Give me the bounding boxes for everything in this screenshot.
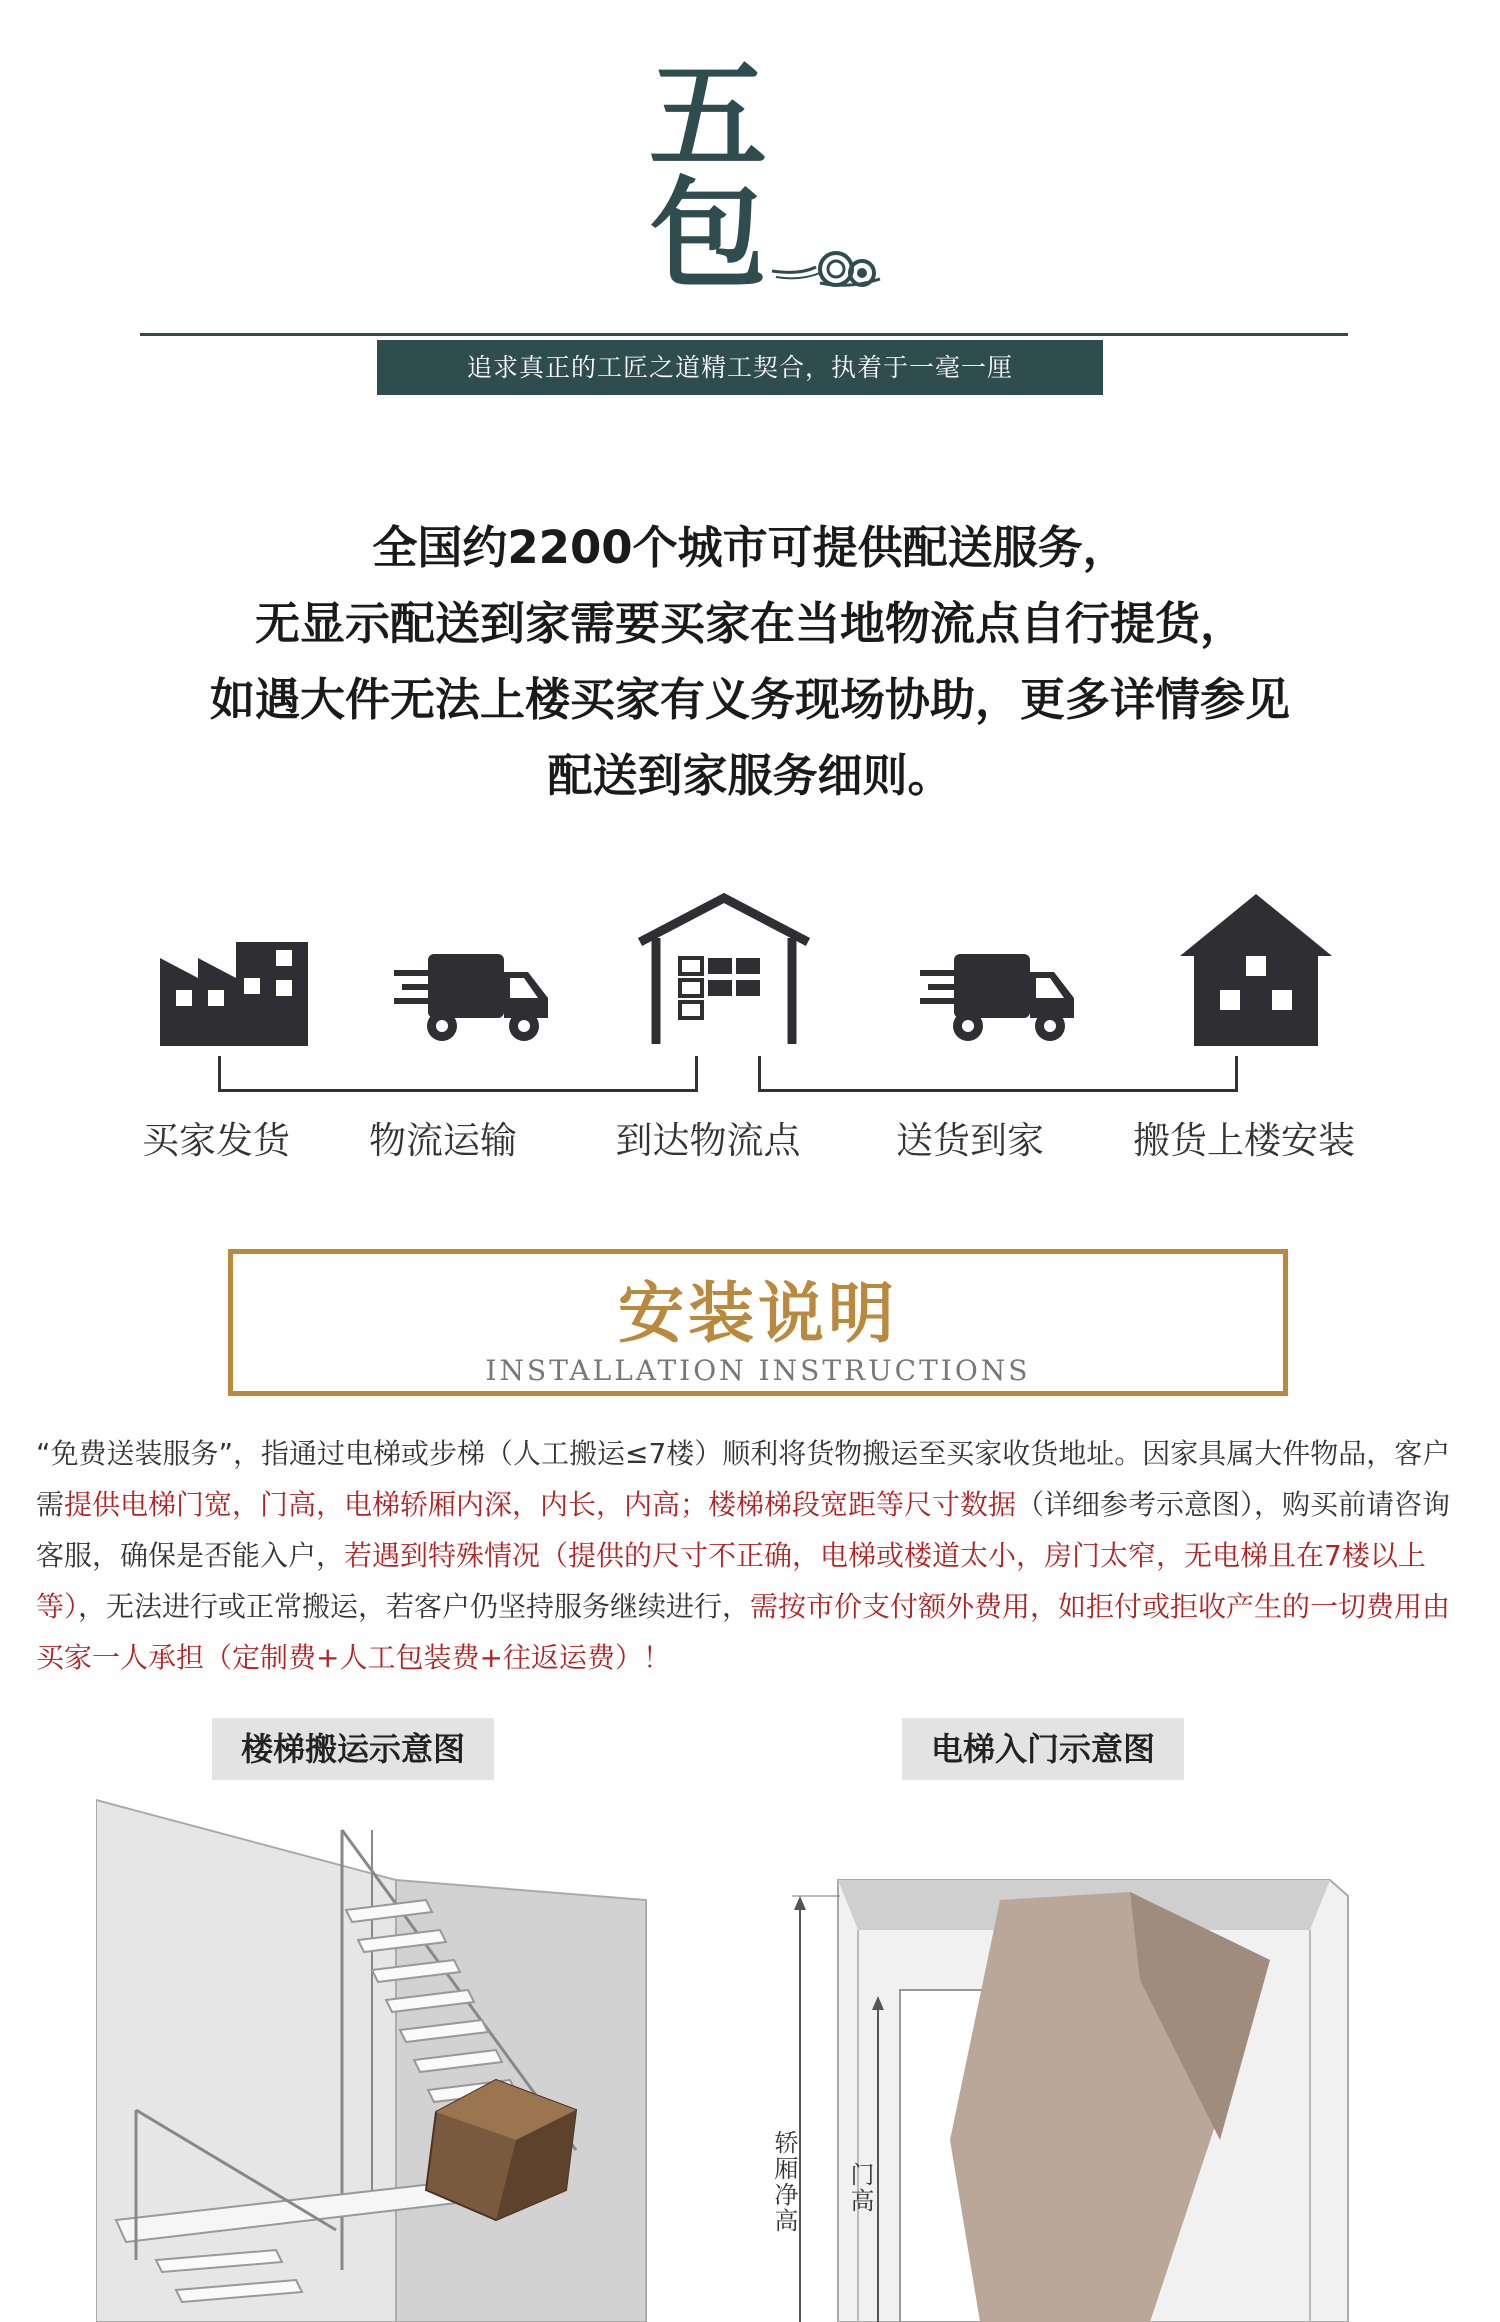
stairs-diagram-label: 楼梯搬运示意图 [212, 1718, 494, 1780]
intro-line: 配送到家服务细则。 [547, 749, 953, 802]
intro-line: 全国约2200个城市可提供配送服务， [372, 521, 1128, 574]
note-text-highlight: 提供电梯门宽，门高，电梯轿厢内深，内长，内高；楼梯梯段宽距等尺寸数据 [64, 1488, 1017, 1521]
step-label-arrive: 到达物流点 [615, 1119, 801, 1162]
process-connector [218, 1056, 698, 1092]
warehouse-icon [636, 892, 812, 1048]
note-text-highlight: 若遇到特殊情况（提供的尺寸不正确，电梯或楼道太小，房门太窄，无电梯且在7楼以上等） [36, 1539, 1426, 1623]
intro-line: 无显示配送到家需要买家在当地物流点自行提货， [254, 597, 1245, 650]
step-label-install: 搬货上楼安装 [1133, 1119, 1355, 1162]
install-notes [36, 1428, 1466, 1683]
house-icon [1178, 890, 1334, 1048]
install-title: 安装说明 [618, 1275, 898, 1352]
truck-icon [918, 948, 1078, 1048]
delivery-intro [100, 510, 1400, 814]
step-label-ship: 买家发货 [142, 1119, 290, 1162]
door-height-label: 门高 [846, 2162, 874, 2214]
header-divider [140, 333, 1348, 336]
note-text: “免费送装服务”，指通过电梯或步梯（人工搬运≤7楼）顺利将货物搬运至买家收货地址。因家具属大件物品，客户需 [36, 1437, 1451, 1521]
title-char-five: 五 [648, 46, 767, 185]
note-text: ，无法进行或正常搬运，若客户仍坚持服务继续进行， [78, 1590, 751, 1623]
factory-icon [158, 928, 310, 1048]
step-label-transport: 物流运输 [369, 1119, 517, 1162]
stairs-diagram [96, 1790, 656, 2322]
install-subtitle: INSTALLATION INSTRUCTIONS [485, 1354, 1031, 1387]
step-label-deliver: 送货到家 [896, 1119, 1044, 1162]
note-text: （详细参考示意图），购买前请咨询客服，确保是否能入户， [36, 1488, 1451, 1572]
elevator-height-label: 轿厢净高 [770, 2130, 798, 2234]
title-char-bao: 包 [648, 164, 767, 303]
intro-line: 如遇大件无法上楼买家有义务现场协助，更多详情参见 [209, 673, 1290, 726]
note-text-highlight: 需按市价支付额外费用，如拒付或拒收产生的一切费用由买家一人承担（定制费+人工包装费+往返运费）！ [36, 1590, 1451, 1674]
process-connector [758, 1056, 1238, 1092]
slogan-banner: 追求真正的工匠之道精工契合，执着于一毫一厘 [377, 340, 1103, 395]
truck-icon [392, 948, 552, 1048]
elevator-diagram-label: 电梯入门示意图 [902, 1718, 1184, 1780]
auspicious-cloud-icon [770, 245, 890, 295]
elevator-diagram [750, 1840, 1350, 2322]
install-header-box [228, 1249, 1288, 1396]
